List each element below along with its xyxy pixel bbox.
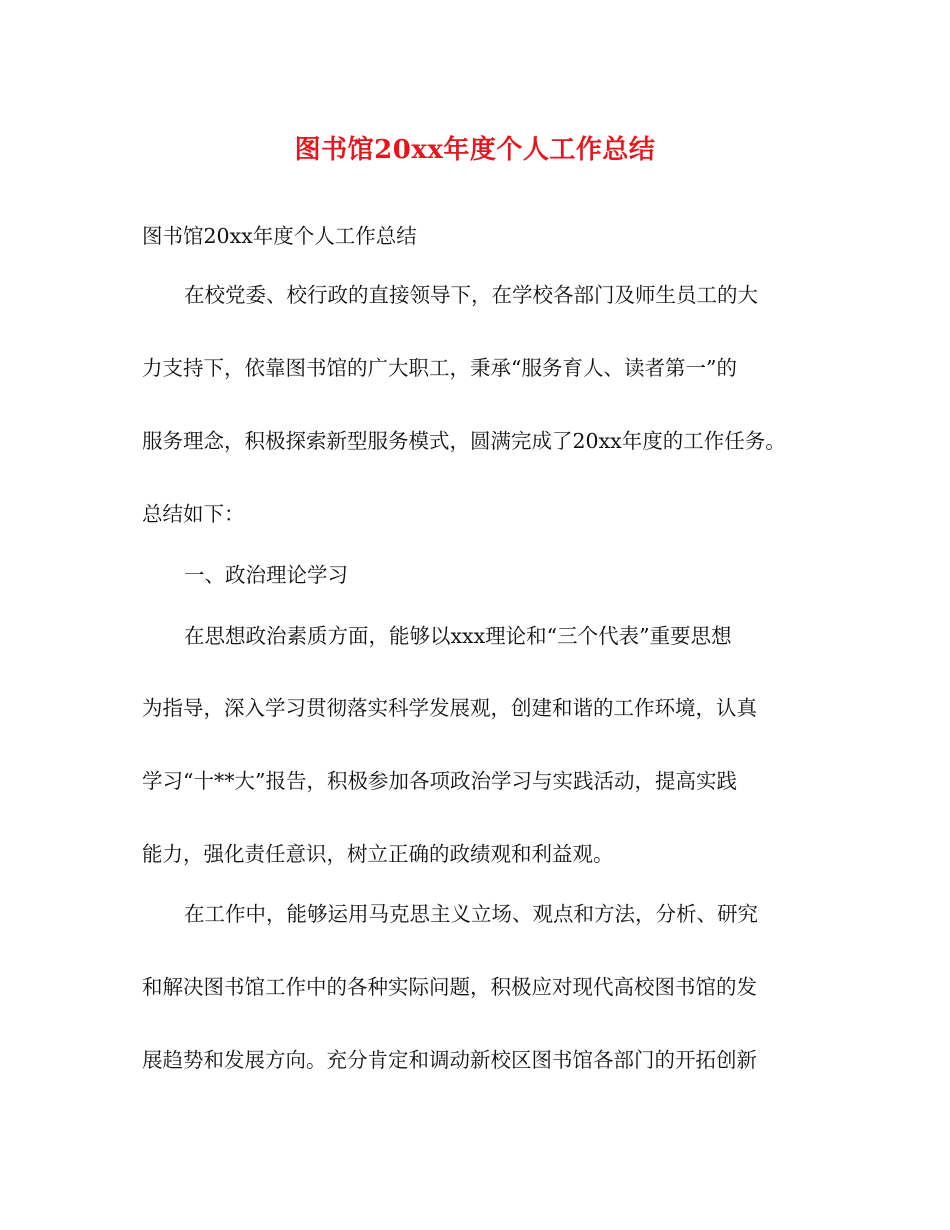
body-line: 图书馆20xx年度个人工作总结 [142, 224, 417, 248]
document-title: 图书馆20xx年度个人工作总结 [294, 135, 656, 165]
body-line: 在校党委、校行政的直接领导下，在学校各部门及师生员工的大 [184, 283, 758, 307]
body-line: 和解决图书馆工作中的各种实际问题，积极应对现代高校图书馆的发 [142, 975, 757, 999]
section-heading: 一、政治理论学习 [184, 563, 348, 587]
body-line: 为指导，深入学习贯彻落实科学发展观，创建和谐的工作环境，认真 [142, 696, 757, 720]
body-line: 在工作中，能够运用马克思主义立场、观点和方法，分析、研究 [184, 902, 758, 926]
body-line: 学习“十**大”报告，积极参加各项政治学习与实践活动，提高实践 [142, 769, 737, 793]
body-line: 能力，强化责任意识，树立正确的政绩观和利益观。 [142, 842, 614, 866]
body-line: 力支持下，依靠图书馆的广大职工，秉承“服务育人、读者第一”的 [142, 356, 737, 380]
body-line: 服务理念，积极探索新型服务模式，圆满完成了20xx年度的工作任务。 [142, 429, 786, 453]
body-line: 在思想政治素质方面，能够以xxx理论和“三个代表”重要思想 [184, 624, 732, 648]
body-line: 展趋势和发展方向。充分肯定和调动新校区图书馆各部门的开拓创新 [142, 1048, 757, 1072]
body-line: 总结如下： [142, 502, 245, 526]
